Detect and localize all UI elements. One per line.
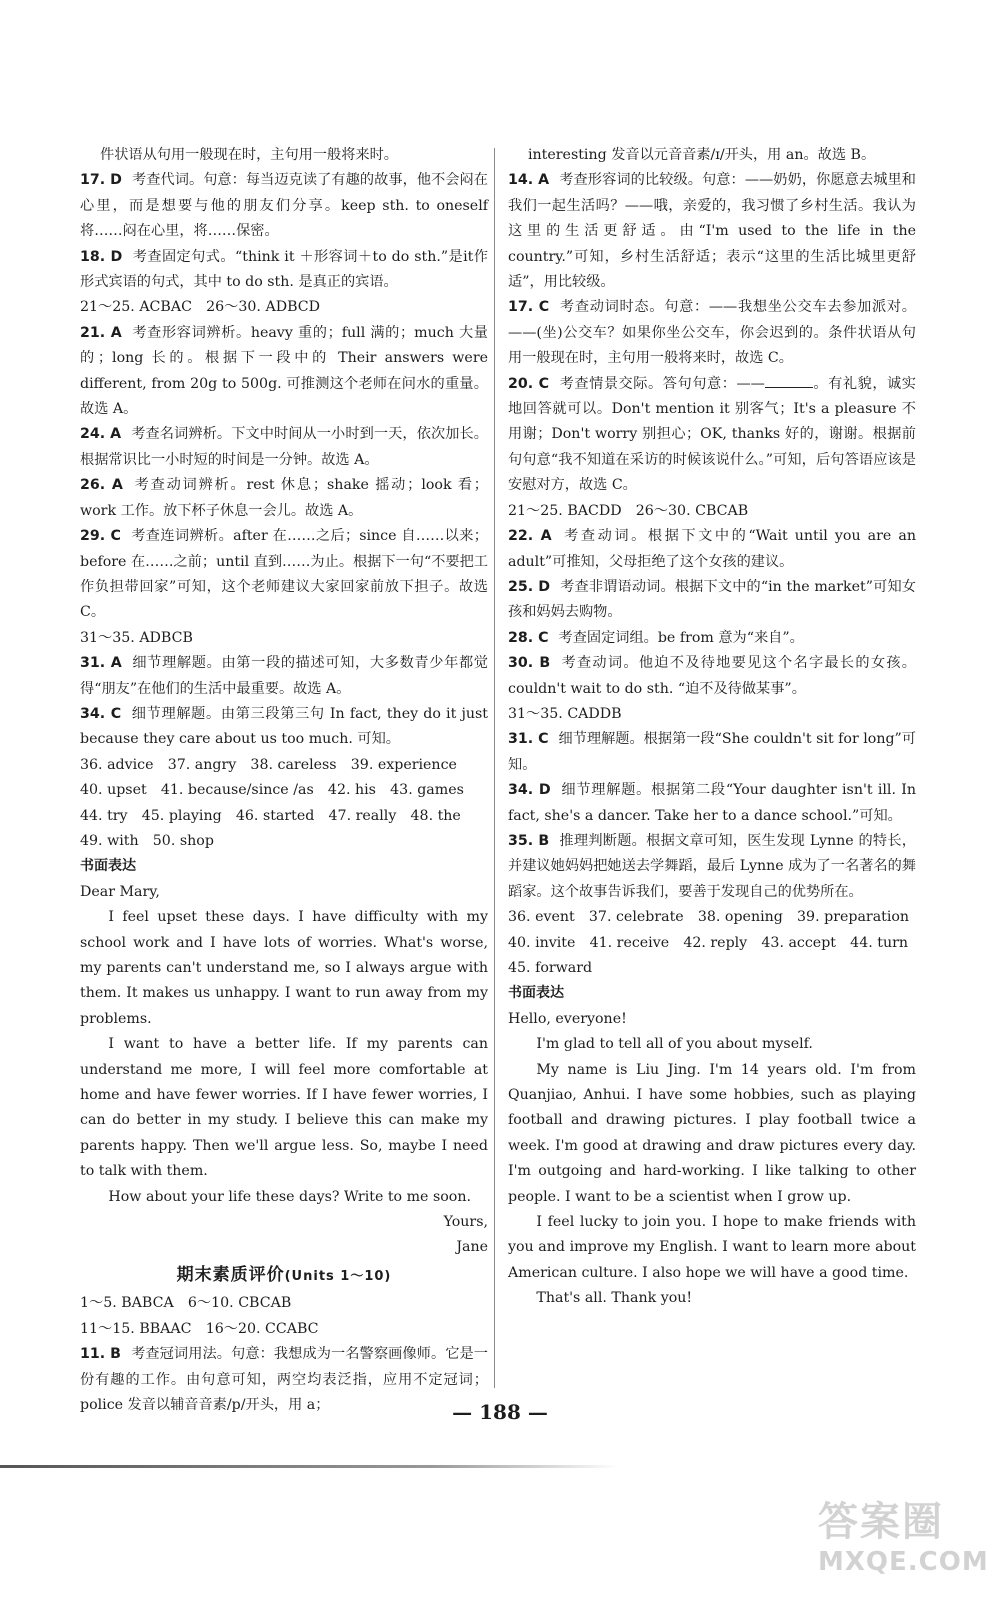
section-title-text: 期末素质评价: [176, 1264, 285, 1285]
explanation-text: 考查动词时态。句意：——我想坐公交车去参加派对。——(坐)公交车？如果你坐公交车，你会迟到的。条件状语从句用一般现在时，主句用一般将来时，故选 C。: [508, 299, 916, 367]
answer-letter: C: [538, 629, 549, 646]
explanation-text: 考查形容词的比较级。句意：——奶奶，你愿意去城里和我们一起生活吗？——哦，亲爱的，我习惯了乡村生活。我认为这里的生活更舒适。由“I'm used to the life in the country.”可知，乡村生活舒适；表示“这里的生活比城里更舒适”，用比较级。: [508, 172, 916, 291]
question-number: 17.: [508, 299, 534, 316]
question-number: 14.: [508, 172, 534, 189]
question-number: 22.: [508, 528, 534, 545]
question-number: 17.: [80, 172, 106, 189]
answer-item: [80, 524, 488, 626]
question-number: 20.: [508, 375, 534, 392]
answer-letter: B: [539, 655, 551, 672]
item-number: [508, 655, 550, 671]
watermark-text: 答案圈: [818, 1499, 944, 1545]
answer-letter: B: [538, 832, 550, 849]
section-title: [80, 1263, 488, 1289]
item-number: [508, 833, 549, 849]
essay-paragraph: I feel lucky to join you. I hope to make friends with you and improve my English. I want to learn more about American culture. I also hope we will have a good time.: [508, 1214, 916, 1281]
bottom-rule: [0, 1465, 620, 1468]
answer-line: 40. upset 41. because/since /as 42. his 43. games: [80, 782, 464, 799]
explanation-text: 考查非谓语动词。根据下文中的“in the market”可知女孩和妈妈去购物。: [508, 578, 916, 621]
answer-letter: C: [538, 731, 549, 748]
column-divider: [494, 148, 495, 1388]
explanation-text: 考查动词。他迫不及待地要见这个名字最长的女孩。couldn't wait to do sth. “迫不及待做某事”。: [508, 655, 916, 697]
answer-letter: A: [538, 172, 550, 189]
left-column: [80, 143, 488, 1418]
explanation-text: 。有礼貌，诚实地回答就可以。Don't mention it 别客气；It's a pleasure 不用谢；Don't worry 别担心；OK, thanks 好的，谢谢。根据前句句意“我不知道在采访的时候该说什么。”可知，后句答语应该是安慰对方，故选 C。: [508, 375, 916, 494]
question-number: 31.: [80, 655, 106, 672]
explanation-text: 考查固定词组。be from 意为“来自”。: [558, 629, 804, 646]
item-number: [508, 299, 549, 315]
answer-letter: A: [110, 426, 122, 443]
answer-item: [80, 422, 488, 473]
signature-line: Jane: [456, 1239, 488, 1256]
answer-line: 11～15. BBAAC 16～20. CCABC: [80, 1320, 319, 1337]
answer-line: 40. invite 41. receive 42. reply 43. accept 44. turn: [508, 934, 909, 951]
section-title-sub: (Units 1～10): [284, 1268, 392, 1284]
item-number: [508, 528, 552, 544]
essay-paragraph: How about your life these days? Write to me soon.: [108, 1188, 471, 1205]
answer-letter: C: [110, 528, 121, 545]
answer-letter: D: [538, 782, 551, 799]
answer-letter: C: [110, 705, 122, 722]
answer-item: [80, 321, 488, 423]
question-number: 34.: [80, 705, 106, 722]
answer-item: [508, 626, 916, 651]
answer-line: Hello, everyone!: [508, 1010, 627, 1027]
answer-letter: D: [110, 172, 122, 189]
continued-text: interesting 发音以元音音素/ɪ/开头，用 an。故选 B。: [528, 147, 876, 163]
item-number: [80, 249, 122, 265]
explanation-text: 细节理解题。由第一段的描述可知，大多数青少年都觉得“朋友”在他们的生活中最重要。故选 A。: [80, 655, 488, 697]
essay-paragraph: I want to have a better life. If my parents can understand me more, I will feel more comfortable at home and have fewer worries. If I have fewer worries, I can do better in my study. I believe this can make my parents happy. Then we'll argue less. So, maybe I need to talk with them.: [80, 1036, 488, 1180]
item-number: [80, 528, 121, 544]
item-number: [508, 579, 550, 595]
answer-letter: C: [538, 375, 550, 392]
answer-item: [80, 651, 488, 702]
item-number: [80, 477, 123, 493]
item-number: [80, 325, 122, 341]
question-number: 11.: [80, 1346, 106, 1363]
explanation-text: 细节理解题。根据第二段“Your daughter isn't ill. In fact, she's a dancer. Take her to a dance school.”可知。: [508, 782, 916, 824]
explanation-text: 细节理解题。由第三段第三句 In fact, they do it just because they care about us too much. 可知。: [80, 705, 488, 748]
explanation-text: 考查代词。句意：每当迈克读了有趣的故事，他不会闷在心里，而是想要与他的朋友们分享。keep sth. to oneself 将……闷在心里，将……保密。: [80, 172, 488, 240]
answer-item: [508, 168, 916, 295]
item-number: [80, 655, 122, 671]
explanation-text: 细节理解题。根据第一段“She couldn't sit for long”可知。: [508, 731, 916, 773]
question-number: 26.: [80, 477, 106, 494]
answer-letter: A: [110, 655, 122, 672]
essay-paragraph: I feel upset these days. I have difficulty with my school work and I have lots of worries. What's worse, my parents can't understand me, so I always argue with them. It makes us unhappy. I want to run away from my problems.: [80, 909, 488, 1027]
question-number: 31.: [508, 731, 534, 748]
answer-item: [508, 524, 916, 575]
essay-paragraph: My name is Liu Jing. I'm 14 years old. I'm from Quanjiao, Anhui. I have some hobbies, such as playing football and drawing pictures. I play football twice a week. I'm good at drawing and draw pictures every day. I'm outgoing and hard-working. I like talking to other people. I want to be a scientist when I grow up.: [508, 1061, 916, 1205]
section-heading: 书面表达: [80, 858, 136, 875]
question-number: 25.: [508, 578, 534, 595]
explanation-text: 考查连词辨析。after 在……之后；since 自……以来；before 在……之前；until 直到……为止。根据下一句“不要把工作负担带回家”可知，这个老师建议大家回家前放下担子。故选 C。: [80, 528, 488, 621]
watermark-url: MXQE.COM: [818, 1547, 989, 1577]
blank-line: [765, 373, 813, 388]
explanation-text: 考查名词辨析。下文中时间从一小时到一天，依次加长。根据常识比一小时短的时间是一分钟。故选 A。: [80, 426, 488, 468]
item-number: [508, 782, 551, 798]
explanation-prefix: 考查情景交际。答句句意：——: [559, 375, 765, 392]
answer-letter: A: [540, 528, 552, 545]
question-number: 35.: [508, 832, 534, 849]
answer-line: 36. event 37. celebrate 38. opening 39. preparation: [508, 909, 910, 926]
page-number: — 188 —: [452, 1400, 548, 1424]
continued-text: 件状语从句用一般现在时，主句用一般将来时。: [100, 147, 398, 163]
answer-line: 36. advice 37. angry 38. careless 39. experience: [80, 756, 457, 773]
answer-line: 21～25. ACBAC 26～30. ADBCD: [80, 299, 320, 316]
question-number: 18.: [80, 248, 106, 265]
explanation-text: 考查固定句式。“think it ＋形容词＋to do sth.”是it作形式宾语的句式，其中 to do sth. 是真正的宾语。: [80, 248, 488, 291]
question-number: 28.: [508, 629, 534, 646]
item-number: [80, 706, 121, 722]
answer-line: 45. forward: [508, 960, 593, 976]
answer-letter: D: [110, 248, 123, 265]
explanation-text: 推理判断题。根据文章可知，医生发现 Lynne 的特长，并建议她妈妈把她送去学舞蹈，最后 Lynne 成为了一名著名的舞蹈家。这个故事告诉我们，要善于发现自己的优势所在。: [508, 832, 916, 900]
answer-line: 31～35. CADDB: [508, 705, 622, 722]
signature-line: Yours,: [443, 1214, 488, 1231]
answer-item: [508, 575, 916, 626]
answer-item: [508, 295, 916, 371]
answer-item: [508, 372, 916, 499]
answer-item: [508, 829, 916, 905]
answer-item: [80, 245, 488, 296]
item-number: [508, 630, 549, 646]
answer-letter: C: [538, 299, 550, 316]
answer-line: 31～35. ADBCB: [80, 629, 193, 646]
answer-line: 44. try 45. playing 46. started 47. really 48. the: [80, 807, 461, 824]
essay-paragraph: That's all. Thank you!: [536, 1290, 693, 1307]
watermark-logo: [818, 1490, 988, 1590]
item-number: [80, 1346, 121, 1362]
explanation-text: 考查动词辨析。rest 休息；shake 摇动；look 看；work 工作。放下杯子休息一会儿。故选 A。: [80, 477, 488, 519]
answer-line: Dear Mary,: [80, 883, 160, 900]
section-heading: 书面表达: [508, 985, 564, 1002]
answer-line: 49. with 50. shop: [80, 832, 214, 849]
answer-item: [80, 702, 488, 753]
answer-item: [508, 651, 916, 702]
right-column: [508, 143, 916, 1312]
question-number: 24.: [80, 426, 106, 443]
item-number: [80, 172, 122, 188]
item-number: [508, 376, 549, 392]
answer-item: [80, 473, 488, 524]
item-number: [508, 731, 549, 747]
explanation-text: 考查动词。根据下文中的“Wait until you are an adult”可推知，父母拒绝了这个女孩的建议。: [508, 528, 916, 570]
question-number: 34.: [508, 782, 534, 799]
item-number: [80, 426, 121, 442]
essay-paragraph: I'm glad to tell all of you about myself.: [536, 1036, 813, 1053]
question-number: 30.: [508, 655, 534, 672]
explanation-text: 考查冠词用法。句意：我想成为一名警察画像师。它是一份有趣的工作。由句意可知，两空均表泛指，应用不定冠词；police 发音以辅音音素/p/开头，用 a；: [80, 1346, 488, 1413]
item-number: [508, 172, 549, 188]
question-number: 29.: [80, 528, 106, 545]
answer-line: 1～5. BABCA 6～10. CBCAB: [80, 1295, 292, 1312]
answer-letter: D: [538, 578, 551, 595]
question-number: 21.: [80, 324, 106, 341]
answer-letter: A: [110, 324, 122, 341]
answer-line: 21～25. BACDD 26～30. CBCAB: [508, 502, 749, 519]
answer-item: [508, 727, 916, 778]
answer-letter: B: [110, 1346, 121, 1363]
page-number-value: 188: [479, 1400, 521, 1424]
answer-item: [508, 778, 916, 829]
answer-item: [80, 168, 488, 244]
answer-letter: A: [111, 477, 123, 494]
explanation-text: 考查形容词辨析。heavy 重的；full 满的；much 大量的；long 长的。根据下一段中的 Their answers were different, from 20g to 500g. 可推测这个老师在问水的重量。故选 A。: [80, 324, 488, 418]
